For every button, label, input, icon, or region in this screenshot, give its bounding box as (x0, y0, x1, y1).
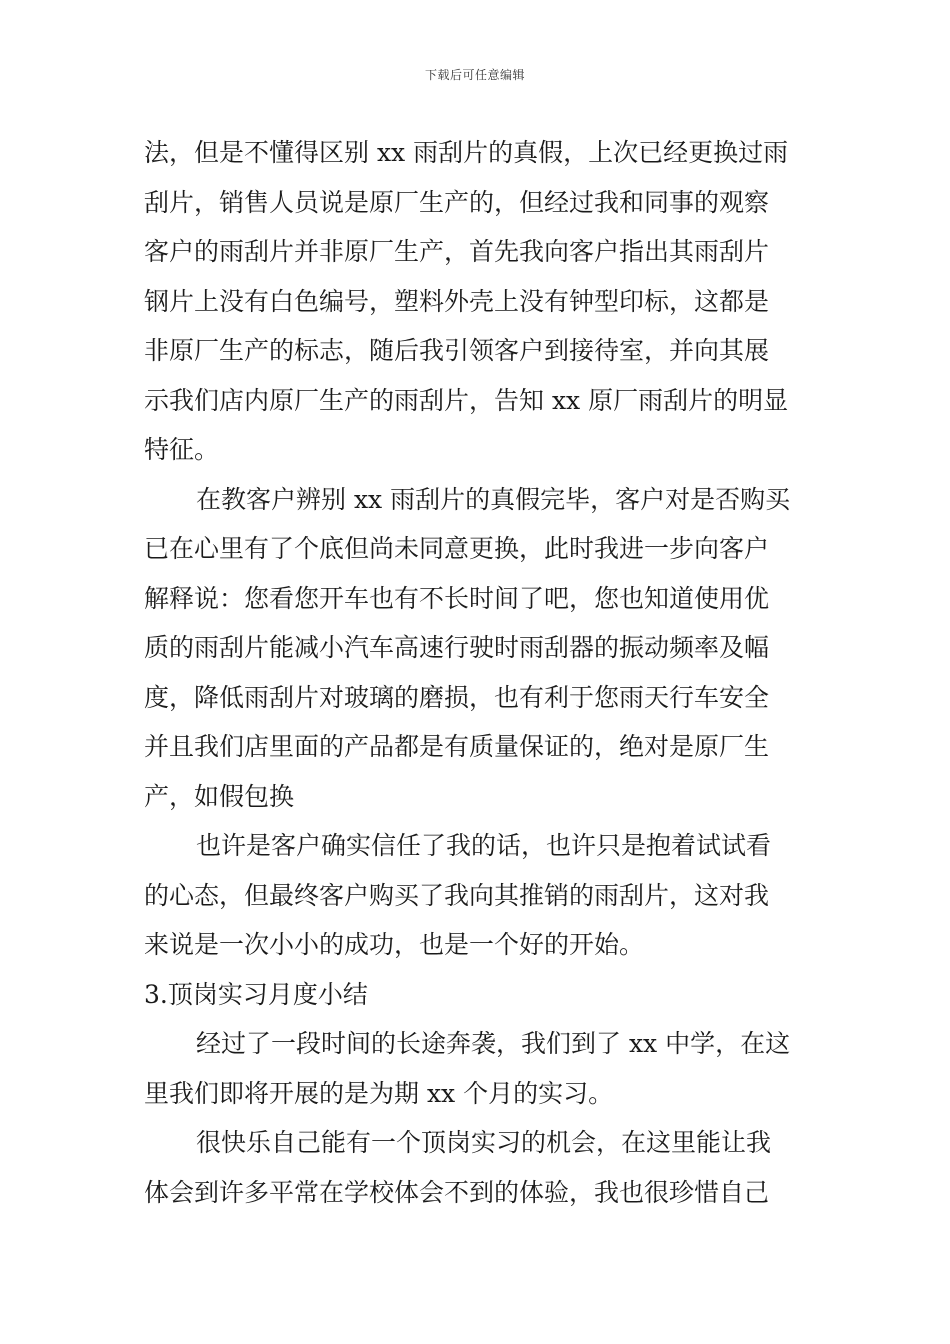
text-line: 产，如假包换 (144, 781, 295, 811)
text-line: 法，但是不懂得区别 xx 雨刮片的真假，上次已经更换过雨 (144, 138, 789, 167)
text-line: 特征。 (144, 435, 220, 464)
text-line: 并且我们店里面的产品都是有质量保证的，绝对是原厂生 (144, 732, 770, 761)
text-line: 度，降低雨刮片对玻璃的磨损，也有利于您雨天行车安全 (144, 682, 770, 712)
text-line: 刮片，销售人员说是原厂生产的，但经过我和同事的观察 (144, 187, 770, 217)
text-line: 很快乐自己能有一个顶岗实习的机会，在这里能让我 (196, 1128, 772, 1157)
text-line: 质的雨刮片能减小汽车高速行驶时雨刮器的振动频率及幅 (144, 633, 770, 662)
text-line: 客户的雨刮片并非原厂生产，首先我向客户指出其雨刮片 (144, 237, 770, 266)
text-line: 非原厂生产的标志，随后我引领客户到接待室，并向其展 (144, 336, 770, 365)
text-line: 解释说：您看您开车也有不长时间了吧，您也知道使用优 (144, 583, 770, 613)
text-line: 里我们即将开展的是为期 xx 个月的实习。 (144, 1078, 614, 1108)
page-header: 下载后可任意编辑 (424, 68, 525, 82)
text-line: 经过了一段时间的长途奔袭，我们到了 xx 中学，在这 (196, 1029, 791, 1058)
text-line: 示我们店内原厂生产的雨刮片，告知 xx 原厂雨刮片的明显 (144, 385, 789, 415)
text-line: 也许是客户确实信任了我的话，也许只是抱着试试看 (196, 831, 772, 860)
document-body (144, 128, 808, 1217)
text-line: 的心态，但最终客户购买了我向其推销的雨刮片，这对我 (144, 880, 770, 910)
text-line: 钢片上没有白色编号，塑料外壳上没有钟型印标，这都是 (144, 286, 770, 316)
text-line: 体会到许多平常在学校体会不到的体验，我也很珍惜自己 (144, 1177, 770, 1207)
text-line: 来说是一次小小的成功，也是一个好的开始。 (144, 930, 645, 959)
text-line: 已在心里有了个底但尚未同意更换，此时我进一步向客户 (144, 534, 770, 563)
section-heading: 3.顶岗实习月度小结 (144, 979, 368, 1009)
text-line: 在教客户辨别 xx 雨刮片的真假完毕，客户对是否购买 (196, 484, 791, 514)
